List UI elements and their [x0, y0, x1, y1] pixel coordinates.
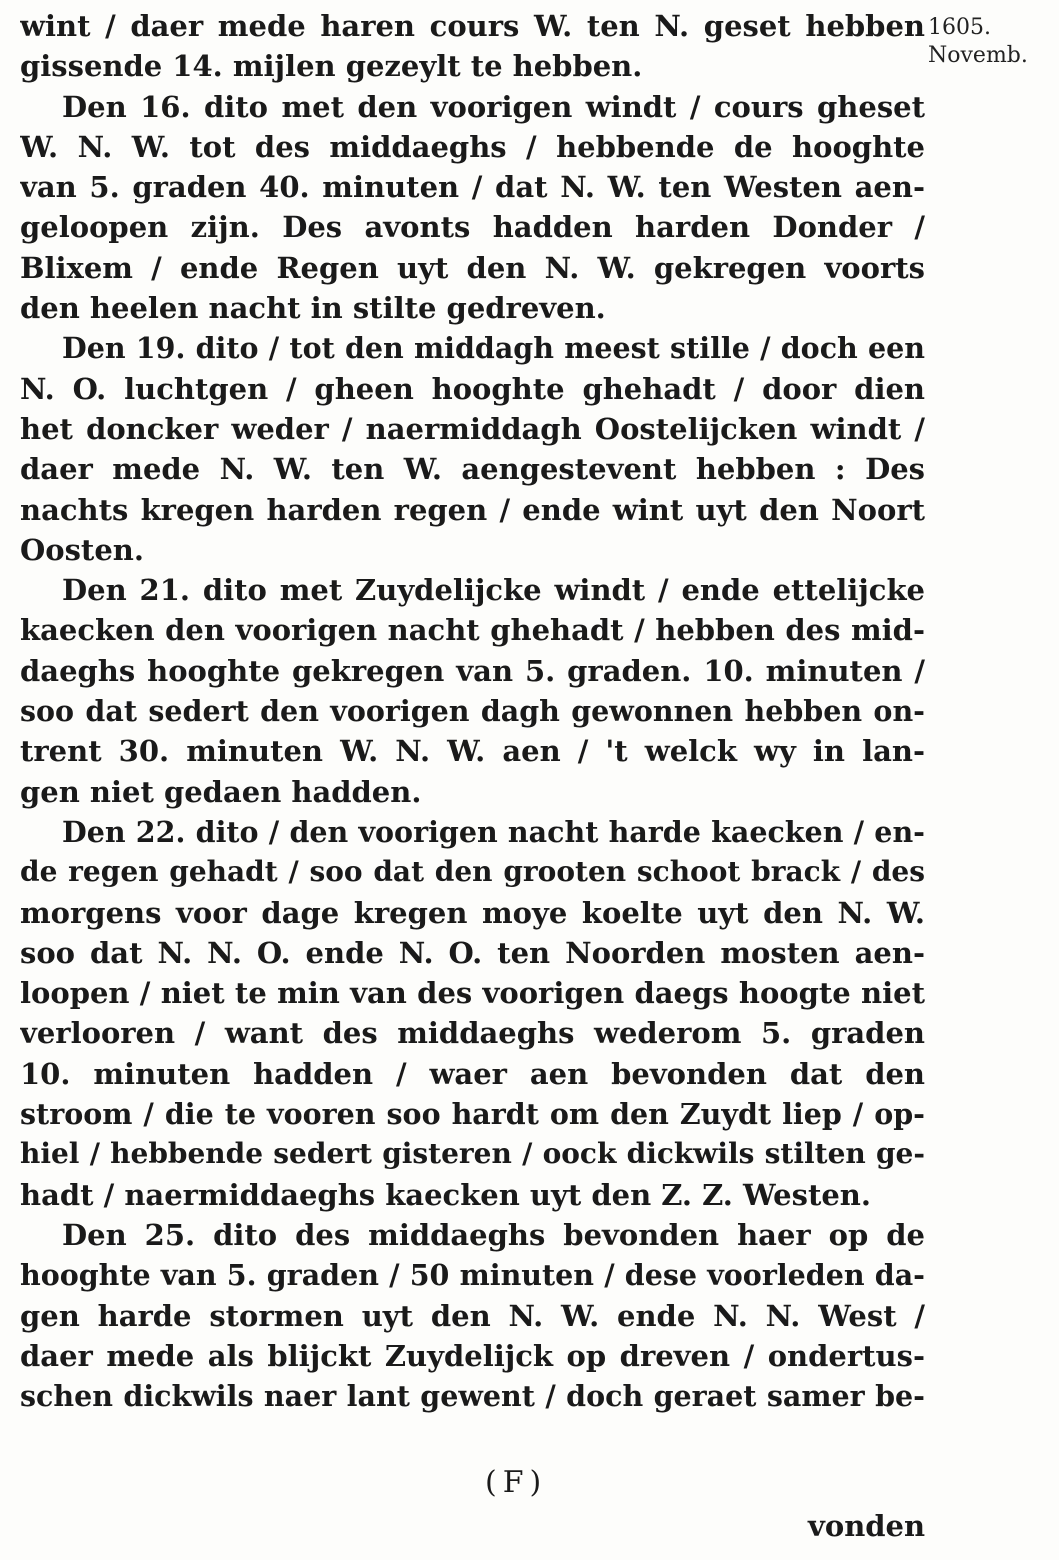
text-line: schen dickwils naer lant gewent / doch geraet samer be- [20, 1379, 925, 1414]
text-line: geloopen zijn. Des avonts hadden harden Donder / [20, 210, 925, 245]
text-line: daer mede N. W. ten W. aengestevent hebben : Des [20, 452, 925, 487]
text-line: daer mede als blijckt Zuydelijck op dreven / ondertus- [20, 1338, 925, 1373]
text-line: morgens voor dage kregen moye koelte uyt den N. W. [20, 895, 925, 930]
text-line: den heelen nacht in stilte gedreven. [20, 291, 606, 326]
text-line: Oosten. [20, 532, 144, 567]
text-line: wint / daer mede haren cours W. ten N. geset hebben [20, 9, 925, 43]
text-line: 10. minuten hadden / waer aen bevonden dat den [20, 1056, 925, 1091]
text-line: Den 21. dito met Zuydelijcke windt / ende ettelijcke [62, 573, 925, 608]
text-line: de regen gehadt / soo dat den grooten schoot brack / des [20, 855, 925, 889]
text-line: verlooren / want des middaeghs wederom 5. graden [20, 1016, 925, 1051]
text-line: kaecken den voorigen nacht ghehadt / hebben des mid- [20, 613, 925, 648]
text-line: gen niet gedaen hadden. [20, 774, 422, 809]
text-line: Blixem / ende Regen uyt den N. W. gekregen voorts [20, 250, 925, 285]
text-line: loopen / niet te min van des voorigen daegs hoogte niet [20, 976, 925, 1011]
text-line: het doncker weder / naermiddagh Oostelijcken windt / [20, 411, 925, 446]
text-line: hooghte van 5. graden / 50 minuten / dese voorleden da- [20, 1258, 925, 1293]
text-line: Den 16. dito met den voorigen windt / cours gheset [62, 89, 925, 124]
text-line: nachts kregen harden regen / ende wint uyt den Noort [20, 492, 925, 527]
signature-mark: (F) [485, 1465, 548, 1500]
marginal-note [928, 14, 1048, 70]
marginal-year: 1605. [928, 15, 991, 40]
text-line: daeghs hooghte gekregen van 5. graden. 10. minuten / [20, 653, 925, 688]
marginal-month: Novemb. [928, 43, 1028, 68]
text-line: W. N. W. tot des middaeghs / hebbende de hooghte [20, 129, 925, 164]
body-text [20, 6, 925, 1416]
text-line: stroom / die te vooren soo hardt om den Zuydt liep / op- [20, 1097, 925, 1132]
text-line: N. O. luchtgen / gheen hooghte ghehadt / door dien [20, 371, 925, 406]
text-line: trent 30. minuten W. N. W. aen / 't welck wy in lan- [20, 734, 925, 769]
text-line: hadt / naermiddaeghs kaecken uyt den Z. Z. Westen. [20, 1177, 871, 1212]
text-line: gissende 14. mijlen gezeylt te hebben. [20, 49, 643, 84]
text-line: gen harde stormen uyt den N. W. ende N. N. West / [20, 1298, 925, 1333]
text-line: Den 19. dito / tot den middagh meest stille / doch een [62, 331, 925, 366]
text-line: Den 22. dito / den voorigen nacht harde kaecken / en- [62, 814, 925, 849]
text-line: Den 25. dito des middaeghs bevonden haer op de [62, 1217, 925, 1252]
text-line: soo dat sedert den voorigen dagh gewonnen hebben on- [20, 694, 925, 729]
text-line: hiel / hebbende sedert gisteren / oock dickwils stilten ge- [20, 1137, 925, 1171]
text-line: van 5. graden 40. minuten / dat N. W. ten Westen aen- [20, 170, 925, 205]
text-line: soo dat N. N. O. ende N. O. ten Noorden mosten aen- [20, 935, 925, 970]
catchword: vonden [808, 1509, 926, 1543]
